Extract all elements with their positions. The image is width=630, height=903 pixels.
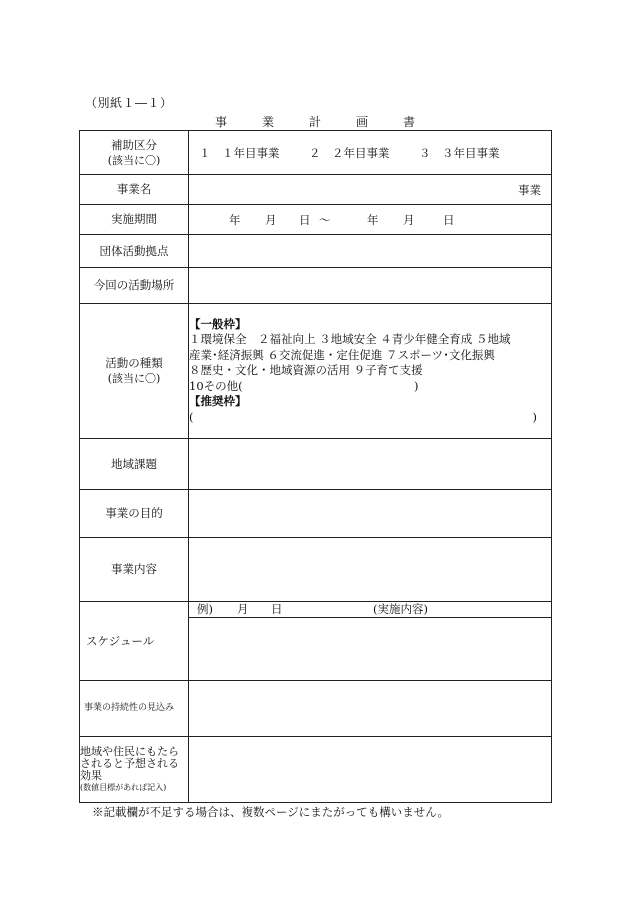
row-subsidy xyxy=(80,131,552,175)
purpose-label: 事業の目的 xyxy=(80,490,189,538)
schedule-example: 例) xyxy=(197,602,213,616)
project-name-suffix: 事業 xyxy=(518,182,541,197)
effect-label-main: 地域や住民にもたらされると予想される効果 xyxy=(80,745,179,782)
row-purpose xyxy=(80,490,552,538)
row-period xyxy=(80,205,552,235)
period-year-end: 年 xyxy=(367,212,379,227)
activity-other-label: 10その他( xyxy=(189,378,243,393)
subsidy-label-sub: (該当に〇) xyxy=(107,153,161,167)
effect-field[interactable] xyxy=(189,737,552,803)
row-schedule-head xyxy=(80,602,552,618)
activity-other-line[interactable] xyxy=(189,379,551,395)
row-base xyxy=(80,235,552,268)
period-month-end: 月 xyxy=(403,212,415,227)
schedule-header xyxy=(189,602,552,618)
schedule-header-parts xyxy=(189,602,551,616)
row-project-name xyxy=(80,175,552,205)
period-tilde: ～ xyxy=(319,212,331,227)
period-year-start: 年 xyxy=(229,212,241,227)
schedule-field[interactable] xyxy=(189,618,552,681)
title-char: 画 xyxy=(355,115,368,129)
subsidy-label-main: 補助区分 xyxy=(111,137,157,152)
document-title xyxy=(215,113,415,130)
subsidy-options xyxy=(189,145,551,161)
attachment-label: （別紙１―１） xyxy=(85,96,173,110)
activity-label-main: 活動の種類 xyxy=(105,356,163,370)
subsidy-field[interactable] xyxy=(189,131,552,175)
content-field[interactable] xyxy=(189,538,552,602)
activity-recommended-close: ) xyxy=(532,409,537,424)
activity-line-1[interactable]: １環境保全 ２福祉向上 ３地域安全 ４青少年健全育成 ５地域 xyxy=(189,332,511,347)
title-char: 書 xyxy=(402,115,415,129)
activity-recommended-header: 【推奨枠】 xyxy=(189,394,247,409)
row-place xyxy=(80,268,552,304)
title-char: 業 xyxy=(261,115,274,129)
row-sustainability xyxy=(80,681,552,737)
effect-label-note: (数値目標があれば記入) xyxy=(80,783,167,792)
period-day-start: 日 xyxy=(299,212,311,227)
footnote: ※記載欄が不足する場合は、複数ページにまたがっても構いません。 xyxy=(92,805,449,819)
place-label: 今回の活動場所 xyxy=(80,268,189,304)
sustainability-label: 事業の持続性の見込み xyxy=(80,681,189,737)
project-name-label: 事業名 xyxy=(80,175,189,205)
plan-form-table xyxy=(79,130,552,803)
activity-line-2[interactable]: 産業･経済振興 ６交流促進・定住促進 ７スポーツ･文化振興 xyxy=(189,347,495,362)
title-char: 事 xyxy=(215,115,228,129)
row-activity xyxy=(80,304,552,439)
subsidy-option-1[interactable]: １ １年目事業 xyxy=(199,145,280,160)
activity-general-header: 【一般枠】 xyxy=(189,316,247,331)
activity-other-close: ) xyxy=(414,378,419,393)
project-name-field[interactable] xyxy=(189,175,552,205)
activity-field[interactable] xyxy=(189,304,552,439)
activity-recommended-open: ( xyxy=(189,409,194,424)
issues-field[interactable] xyxy=(189,439,552,490)
period-day-end: 日 xyxy=(443,212,455,227)
content-label: 事業内容 xyxy=(80,538,189,602)
schedule-day: 日 xyxy=(271,602,283,616)
base-field[interactable] xyxy=(189,235,552,268)
place-field[interactable] xyxy=(189,268,552,304)
subsidy-option-2[interactable]: ２ ２年目事業 xyxy=(309,145,390,160)
row-effect xyxy=(80,737,552,803)
subsidy-option-3[interactable]: ３ ３年目事業 xyxy=(419,145,500,160)
activity-recommended-line[interactable] xyxy=(189,410,551,426)
base-label: 団体活動拠点 xyxy=(80,235,189,268)
activity-label xyxy=(80,304,189,439)
period-parts xyxy=(189,212,551,228)
issues-label: 地域課題 xyxy=(80,439,189,490)
schedule-content-head: (実施内容) xyxy=(373,602,428,616)
activity-label-sub: (該当に〇) xyxy=(107,372,161,385)
row-issues xyxy=(80,439,552,490)
subsidy-label xyxy=(80,131,189,175)
activity-line-3[interactable]: ８歴史・文化・地域資源の活用 ９子育て支援 xyxy=(189,363,423,378)
schedule-label: スケジュール xyxy=(80,602,189,681)
effect-label xyxy=(80,737,189,803)
row-content xyxy=(80,538,552,602)
period-label: 実施期間 xyxy=(80,205,189,235)
period-field[interactable] xyxy=(189,205,552,235)
period-month-start: 月 xyxy=(265,212,277,227)
schedule-month: 月 xyxy=(237,602,249,616)
sustainability-field[interactable] xyxy=(189,681,552,737)
title-char: 計 xyxy=(308,115,321,129)
purpose-field[interactable] xyxy=(189,490,552,538)
